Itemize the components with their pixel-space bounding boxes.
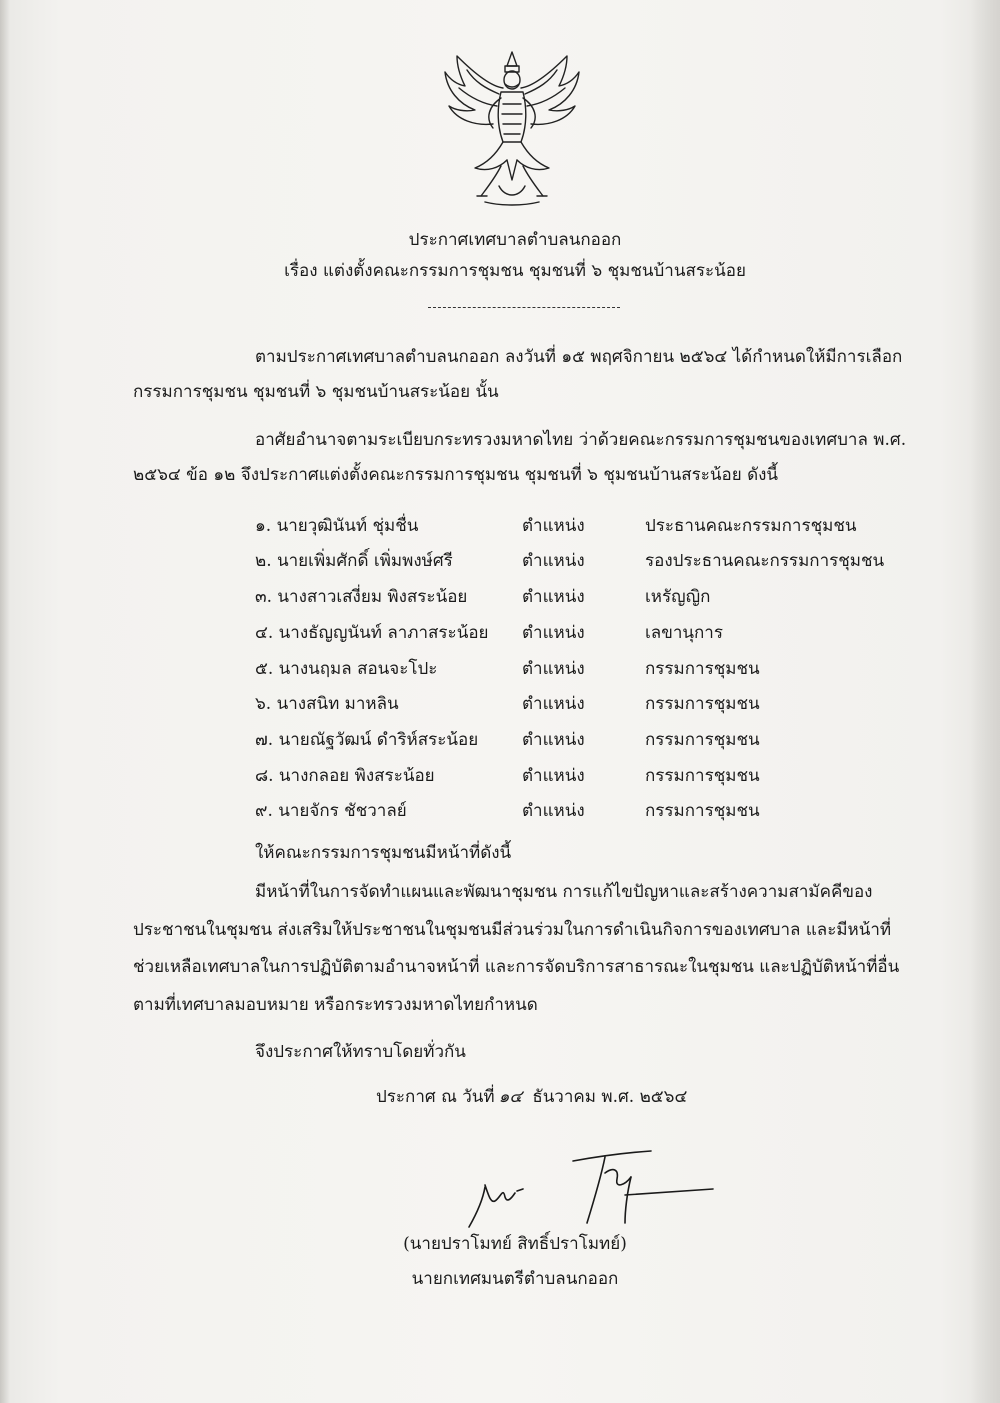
page-title: ประกาศเทศบาลตำบลนกออก (408, 230, 622, 250)
member-row (0, 547, 1000, 573)
position-label: ตำแหน่ง (522, 516, 585, 536)
paragraph-1-line-1: ตามประกาศเทศบาลตำบลนกออก ลงวันที่ ๑๕ พฤศจิกายน ๒๕๖๔ ได้กำหนดให้มีการเลือก (255, 347, 903, 367)
duties-heading: ให้คณะกรรมการชุมชนมีหน้าที่ดังนี้ (255, 843, 512, 863)
member-row (0, 655, 1000, 681)
member-row (0, 690, 1000, 716)
member-name: ๙. นายจักร ชัชวาลย์ (255, 801, 407, 821)
duties-line-3: ช่วยเหลือเทศบาลในการปฏิบัติตามอำนาจหน้าที่ และการจัดบริการสาธารณะในชุมชน และปฏิบัติหน้าที่อื่น (133, 957, 900, 977)
garuda-emblem-icon (441, 48, 583, 208)
paragraph-1-line-2: กรรมการชุมชน ชุมชนที่ ๖ ชุมชนบ้านสระน้อย นั้น (133, 382, 499, 402)
member-row (0, 797, 1000, 823)
member-name: ๒. นายเพิ่มศักดิ์ เพิ่มพงษ์ศรี (255, 551, 453, 571)
position-label: ตำแหน่ง (522, 801, 585, 821)
member-role: ประธานคณะกรรมการชุมชน (645, 516, 857, 536)
signatory-title: นายกเทศมนตรีตำบลนกออก (411, 1269, 619, 1289)
position-label: ตำแหน่ง (522, 730, 585, 750)
member-row (0, 583, 1000, 609)
date-suffix: ธันวาคม พ.ศ. ๒๕๖๔ (532, 1087, 688, 1107)
duties-line-2: ประชาชนในชุมชน ส่งเสริมให้ประชาชนในชุมชนมีส่วนร่วมในการดำเนินกิจการของเทศบาล และมีหน้าที่ (133, 920, 892, 940)
position-label: ตำแหน่ง (522, 587, 585, 607)
member-row (0, 762, 1000, 788)
date-prefix: ประกาศ ณ วันที่ (376, 1087, 495, 1107)
member-row (0, 726, 1000, 752)
member-role: กรรมการชุมชน (645, 659, 760, 679)
position-label: ตำแหน่ง (522, 551, 585, 571)
member-role: กรรมการชุมชน (645, 730, 760, 750)
member-name: ๕. นางนฤมล สอนจะโปะ (255, 659, 438, 679)
position-label: ตำแหน่ง (522, 694, 585, 714)
position-label: ตำแหน่ง (522, 766, 585, 786)
title-divider (428, 307, 620, 308)
member-role: เลขานุการ (645, 623, 723, 643)
member-name: ๔. นางธัญญนันท์ ลาภาสระน้อย (255, 623, 489, 643)
position-label: ตำแหน่ง (522, 623, 585, 643)
member-role: กรรมการชุมชน (645, 801, 760, 821)
member-name: ๑. นายวุฒินันท์ ชุ่มชื่น (255, 516, 419, 536)
announcement-subject: เรื่อง แต่งตั้งคณะกรรมการชุมชน ชุมชนที่ ๖ ชุมชนบ้านสระน้อย (284, 261, 746, 281)
signatory-name: (นายปราโมทย์ สิทธิ์ปราโมทย์) (403, 1234, 627, 1254)
member-name: ๖. นางสนิท มาหลิน (255, 694, 399, 714)
duties-line-1: มีหน้าที่ในการจัดทำแผนและพัฒนาชุมชน การแก้ไขปัญหาและสร้างความสามัคคีของ (255, 882, 873, 902)
member-role: กรรมการชุมชน (645, 766, 760, 786)
member-row (0, 619, 1000, 645)
closing-announcement: จึงประกาศให้ทราบโดยทั่วกัน (255, 1042, 466, 1062)
paragraph-2-line-1: อาศัยอำนาจตามระเบียบกระทรวงมหาดไทย ว่าด้วยคณะกรรมการชุมชนของเทศบาล พ.ศ. (255, 430, 907, 450)
handwritten-signature-icon (455, 1127, 715, 1237)
position-label: ตำแหน่ง (522, 659, 585, 679)
member-role: รองประธานคณะกรรมการชุมชน (645, 551, 885, 571)
member-row (0, 512, 1000, 538)
member-role: เหรัญญิก (645, 587, 711, 607)
member-role: กรรมการชุมชน (645, 694, 760, 714)
member-name: ๘. นางกลอย พิงสระน้อย (255, 766, 435, 786)
announcement-date (376, 1089, 687, 1106)
paragraph-2-line-2: ๒๕๖๔ ข้อ ๑๒ จึงประกาศแต่งตั้งคณะกรรมการชุมชน ชุมชนที่ ๖ ชุมชนบ้านสระน้อย ดังนี้ (133, 465, 779, 485)
duties-line-4: ตามที่เทศบาลมอบหมาย หรือกระทรวงมหาดไทยกำหนด (133, 995, 538, 1015)
member-name: ๓. นางสาวเสงี่ยม พิงสระน้อย (255, 587, 468, 607)
member-name: ๗. นายณัฐวัฒน์ ดำริห์สระน้อย (255, 730, 479, 750)
date-day-handwritten: ๑๔ (498, 1087, 523, 1107)
